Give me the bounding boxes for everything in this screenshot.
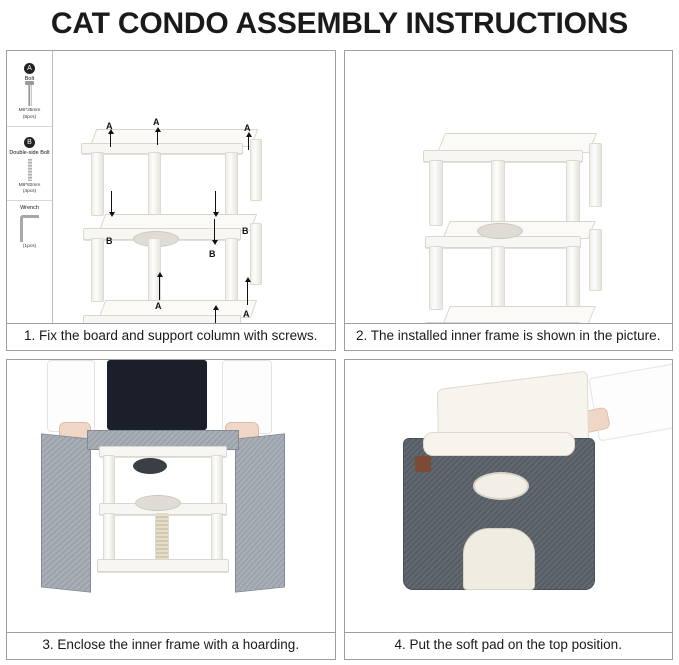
assembly-arrow [214, 219, 215, 241]
part-name: Double-side Bolt [9, 149, 50, 156]
inner-frame-post [103, 513, 115, 561]
support-post [148, 152, 161, 216]
soft-pad-placement-photo [345, 360, 673, 632]
callout-label-a: A [243, 308, 250, 319]
assembly-arrow [247, 281, 248, 305]
page-title: CAT CONDO ASSEMBLY INSTRUCTIONS [50, 7, 629, 40]
step-4-caption: 4. Put the soft pad on the top position. [345, 632, 673, 659]
support-post [491, 246, 505, 310]
assembly-arrow [159, 276, 160, 300]
assembly-arrow [111, 191, 112, 213]
callout-label-a: A [155, 300, 162, 311]
step-3-caption: 3. Enclose the inner frame with a hoarding. [7, 632, 335, 659]
inner-frame-top-board [99, 446, 227, 457]
support-post [566, 246, 580, 310]
inner-frame-post [211, 455, 223, 505]
hoarding-wrap-photo [7, 360, 335, 632]
assembly-arrow [110, 133, 111, 147]
callout-label-b: B [242, 225, 249, 236]
inner-frame-post [103, 455, 115, 505]
part-badge: A [24, 63, 35, 74]
step-1-caption: 1. Fix the board and support column with screws. [7, 323, 335, 350]
part-name: Bolt [24, 75, 35, 82]
callout-label-a: A [153, 116, 160, 127]
callout-label-a: A [106, 120, 113, 131]
part-name: Wrench [20, 205, 39, 212]
support-post [429, 160, 443, 226]
part-spec: M8*82mm [18, 182, 41, 188]
support-post [91, 152, 104, 216]
condo-top-cushion [423, 432, 575, 456]
callout-label-b: B [106, 235, 113, 246]
sisal-post [155, 513, 169, 561]
assembled-inner-frame [345, 51, 673, 323]
part-qty: (1pcs) [22, 244, 37, 250]
step-2-illustration [345, 51, 673, 323]
support-post [566, 160, 580, 226]
hoarding-left-panel [41, 433, 91, 592]
bottom-board-front [425, 322, 581, 323]
support-post [250, 223, 262, 285]
inner-frame-bottom-board [97, 559, 229, 572]
lower-entry-cave [463, 528, 535, 590]
inner-frame-post [211, 513, 223, 561]
support-post [429, 246, 443, 310]
middle-board-hole [477, 223, 523, 239]
entry-hole [133, 458, 167, 474]
assembly-arrow [215, 191, 216, 213]
assembly-arrow [157, 131, 158, 145]
step-3-photo [7, 360, 335, 632]
assembly-arrow [248, 136, 249, 150]
upper-entry-hole [473, 472, 529, 500]
step-panel-2 [344, 50, 674, 351]
callout-label-a: A [244, 122, 251, 133]
part-badge: B [24, 137, 35, 148]
brand-tag [415, 456, 431, 472]
step-4-photo [345, 360, 673, 632]
steps-grid [6, 50, 673, 660]
step-panel-1 [6, 50, 336, 351]
support-post [91, 238, 104, 302]
support-post [491, 160, 505, 226]
support-post [589, 229, 602, 291]
step-panel-3 [6, 359, 336, 660]
middle-board-hole [135, 495, 181, 511]
step-1-illustration [7, 51, 335, 323]
support-post [589, 143, 602, 207]
hoarding-right-panel [235, 433, 285, 592]
step-2-caption: 2. The installed inner frame is shown in the picture. [345, 323, 673, 350]
support-post [225, 152, 238, 216]
callout-label-b: B [209, 248, 216, 259]
assembly-arrow [215, 309, 216, 323]
step-panel-4 [344, 359, 674, 660]
bottom-board [442, 306, 596, 323]
frame-exploded-view [7, 51, 335, 323]
part-spec: M6*35mm [18, 108, 41, 114]
part-qty: (4pcs) [22, 188, 37, 194]
bottom-board-front [83, 315, 241, 323]
sleeve-left [47, 360, 95, 432]
support-post [250, 139, 262, 201]
top-board-front [81, 143, 243, 154]
support-post [225, 238, 238, 302]
jeans [107, 360, 207, 430]
part-qty: (8pcs) [22, 114, 37, 120]
